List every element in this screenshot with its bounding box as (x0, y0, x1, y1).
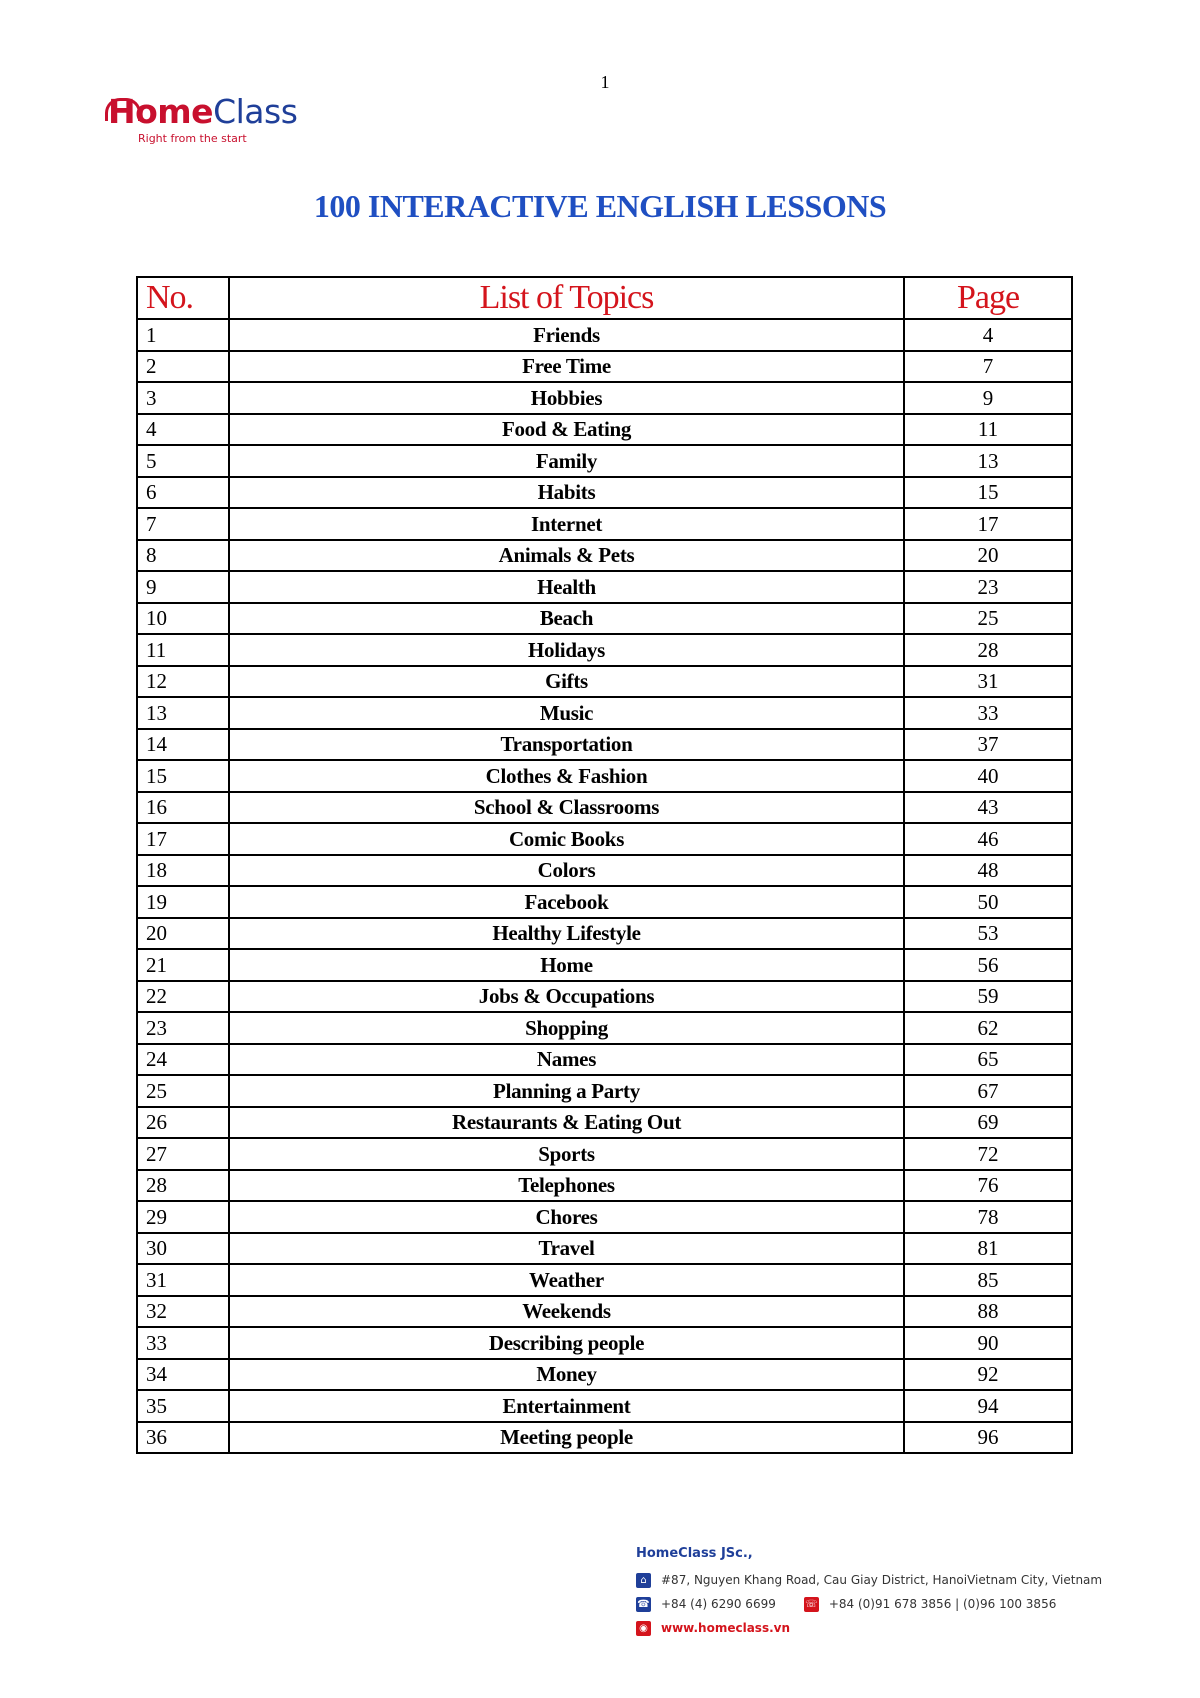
header-no: No. (137, 277, 229, 319)
row-page: 69 (904, 1107, 1072, 1139)
row-page: 78 (904, 1201, 1072, 1233)
row-number: 2 (137, 351, 229, 383)
table-row (137, 1233, 1072, 1265)
row-topic: Travel (229, 1233, 904, 1265)
row-topic: Habits (229, 477, 904, 509)
row-page: 23 (904, 571, 1072, 603)
row-topic: Jobs & Occupations (229, 981, 904, 1013)
homeclass-logo (108, 92, 308, 152)
table-row (137, 414, 1072, 446)
row-topic: Music (229, 697, 904, 729)
table-row (137, 918, 1072, 950)
row-topic: Transportation (229, 729, 904, 761)
table-row (137, 729, 1072, 761)
row-page: 17 (904, 508, 1072, 540)
row-topic: Money (229, 1359, 904, 1391)
footer-website-row (636, 1616, 1116, 1640)
footer-address: #87, Nguyen Khang Road, Cau Giay District, HanoiVietnam City, Vietnam (661, 1573, 1103, 1587)
row-topic: Facebook (229, 886, 904, 918)
table-row (137, 1390, 1072, 1422)
row-page: 40 (904, 760, 1072, 792)
row-number: 25 (137, 1075, 229, 1107)
table-row (137, 508, 1072, 540)
footer-phone: +84 (4) 6290 6699 (661, 1597, 776, 1611)
row-page: 9 (904, 382, 1072, 414)
row-topic: Gifts (229, 666, 904, 698)
row-number: 9 (137, 571, 229, 603)
row-number: 17 (137, 823, 229, 855)
table-row (137, 697, 1072, 729)
row-number: 1 (137, 319, 229, 351)
table-body (137, 319, 1072, 1453)
table-row (137, 760, 1072, 792)
row-topic: Comic Books (229, 823, 904, 855)
row-page: 76 (904, 1170, 1072, 1202)
row-topic: Entertainment (229, 1390, 904, 1422)
row-page: 94 (904, 1390, 1072, 1422)
row-page: 33 (904, 697, 1072, 729)
row-topic: Weekends (229, 1296, 904, 1328)
row-page: 59 (904, 981, 1072, 1013)
table-row (137, 382, 1072, 414)
row-number: 32 (137, 1296, 229, 1328)
table-row (137, 1170, 1072, 1202)
row-topic: Planning a Party (229, 1075, 904, 1107)
row-topic: Food & Eating (229, 414, 904, 446)
row-number: 15 (137, 760, 229, 792)
row-topic: Health (229, 571, 904, 603)
row-number: 10 (137, 603, 229, 635)
table-row (137, 949, 1072, 981)
row-number: 6 (137, 477, 229, 509)
table-header-row (137, 277, 1072, 319)
row-page: 46 (904, 823, 1072, 855)
header-topics: List of Topics (229, 277, 904, 319)
table-row (137, 792, 1072, 824)
table-row (137, 855, 1072, 887)
row-number: 12 (137, 666, 229, 698)
table-row (137, 571, 1072, 603)
row-topic: Internet (229, 508, 904, 540)
row-number: 21 (137, 949, 229, 981)
row-page: 48 (904, 855, 1072, 887)
table-row (137, 1422, 1072, 1454)
row-page: 31 (904, 666, 1072, 698)
table-row (137, 1044, 1072, 1076)
table-row (137, 445, 1072, 477)
row-page: 53 (904, 918, 1072, 950)
row-number: 27 (137, 1138, 229, 1170)
table-row (137, 540, 1072, 572)
table-row (137, 666, 1072, 698)
row-topic: Meeting people (229, 1422, 904, 1454)
logo-wordmark: HomeClass (108, 92, 298, 131)
row-number: 33 (137, 1327, 229, 1359)
row-topic: School & Classrooms (229, 792, 904, 824)
table-row (137, 1264, 1072, 1296)
row-number: 14 (137, 729, 229, 761)
table-row (137, 823, 1072, 855)
logo-tagline: Right from the start (138, 132, 247, 145)
row-page: 43 (904, 792, 1072, 824)
row-number: 28 (137, 1170, 229, 1202)
row-page: 11 (904, 414, 1072, 446)
row-number: 24 (137, 1044, 229, 1076)
row-topic: Telephones (229, 1170, 904, 1202)
header-page: Page (904, 277, 1072, 319)
row-page: 67 (904, 1075, 1072, 1107)
row-page: 37 (904, 729, 1072, 761)
row-page: 20 (904, 540, 1072, 572)
row-number: 34 (137, 1359, 229, 1391)
table-row (137, 1327, 1072, 1359)
table-row (137, 1201, 1072, 1233)
row-topic: Free Time (229, 351, 904, 383)
row-page: 15 (904, 477, 1072, 509)
row-number: 23 (137, 1012, 229, 1044)
row-number: 16 (137, 792, 229, 824)
table-row (137, 603, 1072, 635)
row-topic: Shopping (229, 1012, 904, 1044)
row-number: 4 (137, 414, 229, 446)
row-topic: Describing people (229, 1327, 904, 1359)
row-number: 26 (137, 1107, 229, 1139)
table-row (137, 351, 1072, 383)
footer-mobile: +84 (0)91 678 3856 | (0)96 100 3856 (828, 1597, 1057, 1611)
row-topic: Healthy Lifestyle (229, 918, 904, 950)
table-row (137, 1075, 1072, 1107)
footer-address-row (636, 1568, 1116, 1592)
home-icon: ⌂ (636, 1573, 651, 1588)
row-page: 72 (904, 1138, 1072, 1170)
page-number: 1 (600, 72, 610, 92)
table-row (137, 1012, 1072, 1044)
row-number: 18 (137, 855, 229, 887)
page-title: 100 INTERACTIVE ENGLISH LESSONS (313, 188, 887, 224)
row-page: 92 (904, 1359, 1072, 1391)
row-number: 7 (137, 508, 229, 540)
row-page: 28 (904, 634, 1072, 666)
row-page: 90 (904, 1327, 1072, 1359)
row-page: 13 (904, 445, 1072, 477)
row-topic: Friends (229, 319, 904, 351)
row-topic: Names (229, 1044, 904, 1076)
row-number: 19 (137, 886, 229, 918)
row-number: 30 (137, 1233, 229, 1265)
topics-table (136, 276, 1073, 1454)
row-topic: Chores (229, 1201, 904, 1233)
row-topic: Sports (229, 1138, 904, 1170)
table-row (137, 319, 1072, 351)
table-row (137, 1107, 1072, 1139)
table-row (137, 1296, 1072, 1328)
table-row (137, 886, 1072, 918)
table-row (137, 634, 1072, 666)
web-icon: ◉ (636, 1621, 651, 1636)
table-row (137, 981, 1072, 1013)
row-topic: Home (229, 949, 904, 981)
row-page: 96 (904, 1422, 1072, 1454)
phone-icon: ☎ (637, 1598, 650, 1610)
footer-phone-row (636, 1592, 1116, 1616)
row-number: 29 (137, 1201, 229, 1233)
row-page: 56 (904, 949, 1072, 981)
row-page: 88 (904, 1296, 1072, 1328)
row-number: 8 (137, 540, 229, 572)
table-row (137, 477, 1072, 509)
footer-company: HomeClass JSc., (636, 1546, 753, 1561)
row-number: 22 (137, 981, 229, 1013)
row-number: 36 (137, 1422, 229, 1454)
row-topic: Animals & Pets (229, 540, 904, 572)
row-page: 25 (904, 603, 1072, 635)
row-page: 7 (904, 351, 1072, 383)
row-topic: Hobbies (229, 382, 904, 414)
row-topic: Restaurants & Eating Out (229, 1107, 904, 1139)
row-number: 35 (137, 1390, 229, 1422)
row-number: 11 (137, 634, 229, 666)
row-page: 4 (904, 319, 1072, 351)
row-number: 3 (137, 382, 229, 414)
row-number: 5 (137, 445, 229, 477)
row-page: 50 (904, 886, 1072, 918)
row-number: 31 (137, 1264, 229, 1296)
row-page: 85 (904, 1264, 1072, 1296)
row-number: 20 (137, 918, 229, 950)
row-topic: Clothes & Fashion (229, 760, 904, 792)
row-topic: Beach (229, 603, 904, 635)
row-topic: Weather (229, 1264, 904, 1296)
footer-website-link[interactable]: www.homeclass.vn (661, 1621, 791, 1635)
row-page: 65 (904, 1044, 1072, 1076)
table-row (137, 1138, 1072, 1170)
row-number: 13 (137, 697, 229, 729)
row-page: 62 (904, 1012, 1072, 1044)
row-topic: Family (229, 445, 904, 477)
footer (636, 1546, 1116, 1640)
table-row (137, 1359, 1072, 1391)
mobile-phone-icon: ☏ (805, 1598, 818, 1610)
row-topic: Holidays (229, 634, 904, 666)
row-topic: Colors (229, 855, 904, 887)
row-page: 81 (904, 1233, 1072, 1265)
